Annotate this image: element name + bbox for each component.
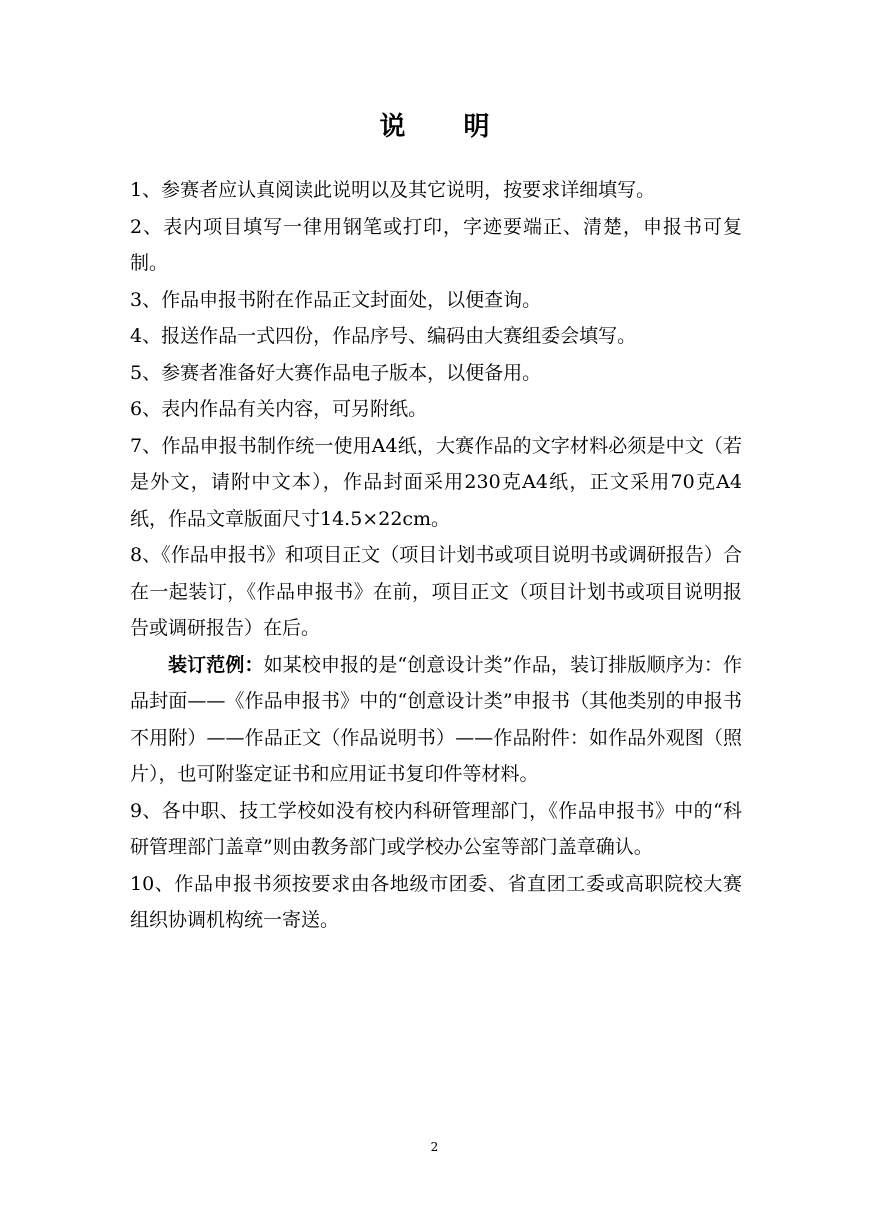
binding-example-text: 如某校申报的是“创意设计类”作品，装订排版顺序为：作品封面——《作品申报书》中的“创意设计类”申报书（其他类别的申报书不用附）——作品正文（作品说明书）——作品附件：如作品外观图（照片），也可附鉴定证书和应用证书复印件等材料。 [130, 653, 742, 785]
instructions-body [130, 172, 742, 939]
binding-example-label: 装订范例： [168, 653, 264, 676]
page-number: 2 [430, 1140, 439, 1154]
instruction-item-7: 7、作品申报书制作统一使用A4纸，大赛作品的文字材料必须是中文（若是外文，请附中文本），作品封面采用230克A4纸，正文采用70克A4纸，作品文章版面尺寸14.5×22cm。 [130, 434, 742, 530]
instruction-item-4: 4、报送作品一式四份，作品序号、编码由大赛组委会填写。 [130, 325, 637, 347]
instruction-item-6: 6、表内作品有关内容，可另附纸。 [130, 398, 428, 420]
page-title: 说明 [379, 112, 548, 142]
binding-example [130, 647, 742, 793]
instruction-item-10: 10、作品申报书须按要求由各地级市团委、省直团工委或高职院校大赛组织协调机构统一寄送。 [130, 872, 742, 931]
instruction-item-5: 5、参赛者准备好大赛作品电子版本，以便备用。 [130, 361, 542, 384]
instruction-item-1: 1、参赛者应认真阅读此说明以及其它说明，按要求详细填写。 [130, 179, 656, 201]
instruction-item-8: 8、《作品申报书》和项目正文（项目计划书或项目说明书或调研报告）合在一起装订，《作品申报书》在前，项目正文（项目计划书或项目说明报告或调研报告）在后。 [130, 544, 742, 639]
instruction-item-2: 2、表内项目填写一律用钢笔或打印，字迹要端正、清楚，申报书可复制。 [130, 215, 742, 274]
instruction-item-3: 3、作品申报书附在作品正文封面处，以便查询。 [130, 288, 542, 311]
instruction-item-9: 9、各中职、技工学校如没有校内科研管理部门，《作品申报书》中的“科研管理部门盖章”则由教务部门或学校办公室等部门盖章确认。 [130, 799, 742, 858]
